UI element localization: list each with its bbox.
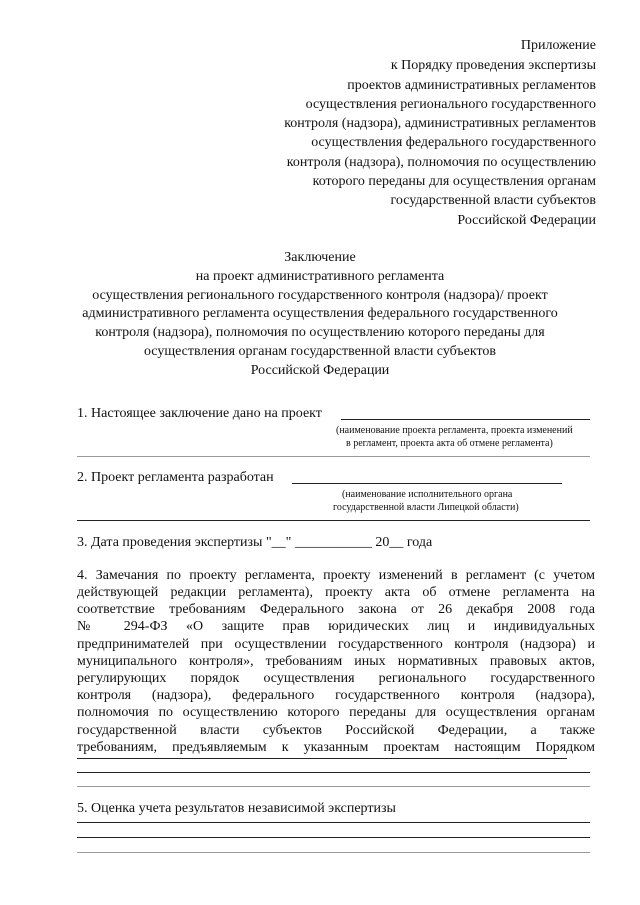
project-name-extra-line[interactable] xyxy=(77,456,590,457)
title-line: осуществления регионального государственного контроля (надзора)/ проект xyxy=(92,288,548,303)
section-1-hint: в регламент, проекта акта об отмене регламента) xyxy=(346,438,553,449)
remarks-line: полномочия по осуществлению которого переданы для осуществления органам xyxy=(77,705,595,720)
remarks-line: требованиям, предъявляемым к указанным проектам настоящим Порядком xyxy=(77,740,595,755)
remarks-line: муниципального контроля», требованиям иных нормативных правовых актов, xyxy=(77,654,595,669)
assessment-field-line[interactable] xyxy=(77,822,590,823)
section-1-hint: (наименование проекта регламента, проекта изменений xyxy=(336,425,573,436)
appendix-line: контроля (надзора), полномочия по осуществлению xyxy=(286,155,596,170)
section-5-label: 5. Оценка учета результатов независимой экспертизы xyxy=(77,801,396,816)
appendix-line: проектов административных регламентов xyxy=(347,78,596,93)
title-line: контроля (надзора), полномочия по осуществлению которого переданы для xyxy=(95,325,545,340)
appendix-line: государственной власти субъектов xyxy=(390,193,596,208)
title-line: на проект административного регламента xyxy=(195,269,445,284)
remarks-line: 4. Замечания по проекту регламента, проекту изменений в регламент (с учетом xyxy=(77,568,595,583)
appendix-line: Приложение xyxy=(520,38,596,53)
section-2-label: 2. Проект регламента разработан xyxy=(77,470,274,485)
section-2-hint: государственной власти Липецкой области) xyxy=(333,502,519,513)
remarks-field-line[interactable] xyxy=(77,758,567,759)
remarks-line: предпринимателей при осуществлении государственного контроля (надзора) и xyxy=(77,637,595,652)
title-line: Заключение xyxy=(284,250,356,265)
appendix-line: осуществления федерального государственного xyxy=(311,135,596,150)
appendix-line: осуществления регионального государственного xyxy=(305,97,596,112)
appendix-line: которого переданы для осуществления органам xyxy=(312,174,596,189)
remarks-field-line[interactable] xyxy=(77,786,590,787)
remarks-line: соответствие требованиям Федерального закона от 26 декабря 2008 года xyxy=(77,602,595,617)
assessment-field-line[interactable] xyxy=(77,852,590,853)
developer-field[interactable] xyxy=(292,483,562,484)
remarks-field-line[interactable] xyxy=(77,772,590,773)
remarks-line: действующей редакции регламента), проекту акта об отмене регламента на xyxy=(77,585,595,600)
appendix-line: контроля (надзора), административных регламентов xyxy=(284,116,596,131)
section-1-label: 1. Настоящее заключение дано на проект xyxy=(77,406,322,421)
title-line: Российской Федерации xyxy=(250,363,390,378)
remarks-line: регулирующих порядок осуществления регионального государственного xyxy=(77,671,595,686)
title-line: осуществления органам государственной власти субъектов xyxy=(143,344,497,359)
assessment-field-line[interactable] xyxy=(77,837,590,838)
project-name-field[interactable] xyxy=(341,419,590,420)
expertise-date: 3. Дата проведения экспертизы "__" ___________ 20__ года xyxy=(77,535,433,550)
title-line: административного регламента осуществления федерального государственного xyxy=(82,306,558,321)
remarks-line: государственной власти субъектов Российской Федерации, а также xyxy=(77,723,595,738)
appendix-line: Российской Федерации xyxy=(457,213,596,228)
remarks-line: № 294-ФЗ «О защите прав юридических лиц и индивидуальных xyxy=(77,619,595,634)
developer-extra-line[interactable] xyxy=(77,520,590,521)
section-2-hint: (наименование исполнительного органа xyxy=(342,489,513,500)
appendix-line: к Порядку проведения экспертизы xyxy=(390,58,596,73)
remarks-line: контроля (надзора), федерального государственного контроля (надзора), xyxy=(77,688,595,703)
